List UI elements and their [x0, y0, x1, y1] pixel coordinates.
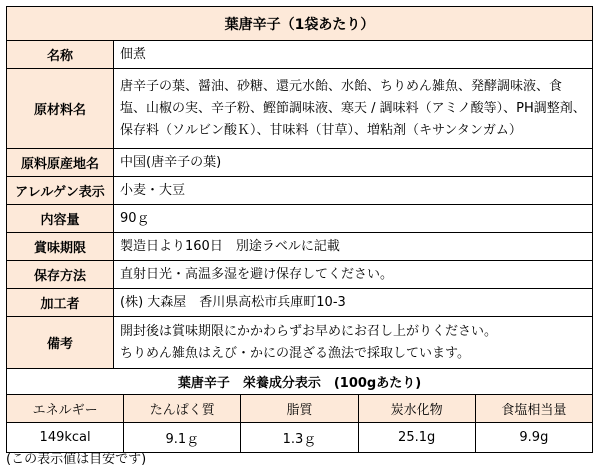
- nutrition-value: 1.3ｇ: [241, 423, 358, 453]
- spec-label: 名称: [7, 41, 114, 69]
- spec-label: 備考: [7, 317, 114, 369]
- product-spec-table: [6, 6, 593, 369]
- spec-row-remarks: [7, 317, 593, 369]
- spec-row-storage: [7, 261, 593, 289]
- remark-line: 開封後は賞味期限にかかわらずお早めにお召し上がりください。: [120, 323, 498, 339]
- nutrition-title: 葉唐辛子 栄養成分表示 (100gあたり): [7, 369, 593, 395]
- spec-row-processor: [7, 289, 593, 317]
- spec-label: 賞味期限: [7, 233, 114, 261]
- nutrition-value: 9.9g: [475, 423, 592, 453]
- nutrition-table: [6, 368, 593, 453]
- spec-value: 唐辛子の葉、醤油、砂糖、還元水飴、水飴、ちりめん雑魚、発酵調味液、食塩、山椒の実、辛子粉、鰹節調味液、寒天 / 調味料（アミノ酸等）、PH調整剤、保存料（ソルビン酸Ｋ）、甘味料（甘草）、増粘剤（キサンタンガム）: [114, 69, 593, 149]
- spec-value: 佃煮: [114, 41, 593, 69]
- nutrition-header: 炭水化物: [358, 395, 475, 423]
- spec-row-origin: [7, 149, 593, 177]
- spec-row-allergen: [7, 177, 593, 205]
- spec-value: 小麦・大豆: [114, 177, 593, 205]
- nutrition-header-row: [7, 395, 593, 423]
- spec-row-ingredients: [7, 69, 593, 149]
- spec-label: アレルゲン表示: [7, 177, 114, 205]
- spec-value: [114, 317, 593, 369]
- spec-label: 原材料名: [7, 69, 114, 149]
- spec-label: 内容量: [7, 205, 114, 233]
- spec-row-expiry: [7, 233, 593, 261]
- nutrition-value: 25.1g: [358, 423, 475, 453]
- spec-label: 加工者: [7, 289, 114, 317]
- spec-value: 直射日光・高温多湿を避け保存してください。: [114, 261, 593, 289]
- footnote: (この表示値は目安です): [6, 452, 147, 467]
- remark-line: ちりめん雑魚はえび・かにの混ざる漁法で採取しています。: [120, 345, 470, 361]
- spec-label: 原料原産地名: [7, 149, 114, 177]
- spec-value: (株) 大森屋 香川県高松市兵庫町10-3: [114, 289, 593, 317]
- nutrition-value: 149kcal: [7, 423, 124, 453]
- spec-value: 中国(唐辛子の葉): [114, 149, 593, 177]
- nutrition-header: 脂質: [241, 395, 358, 423]
- spec-row-content: [7, 205, 593, 233]
- nutrition-header: 食塩相当量: [475, 395, 592, 423]
- spec-title: 葉唐辛子（1袋あたり）: [7, 7, 593, 41]
- spec-value: 製造日より160日 別途ラベルに記載: [114, 233, 593, 261]
- spec-label: 保存方法: [7, 261, 114, 289]
- nutrition-value: 9.1ｇ: [124, 423, 241, 453]
- spec-row-name: [7, 41, 593, 69]
- nutrition-header: たんぱく質: [124, 395, 241, 423]
- nutrition-header: エネルギー: [7, 395, 124, 423]
- spec-value: 90ｇ: [114, 205, 593, 233]
